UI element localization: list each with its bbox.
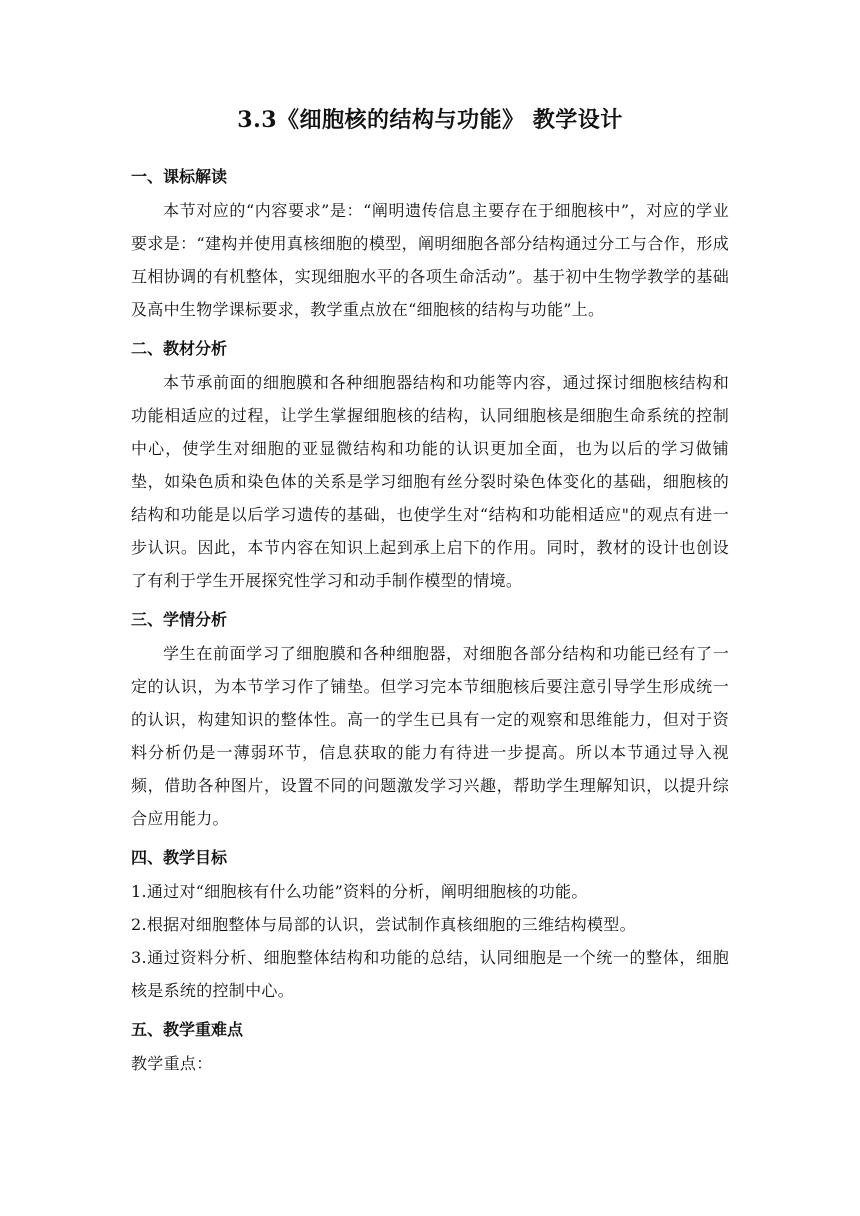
section-key-points <box>131 1013 729 1080</box>
section-paragraph: 学生在前面学习了细胞膜和各种细胞器，对细胞各部分结构和功能已经有了一定的认识，为本节学习作了铺垫。但学习完本节细胞核后要注意引导学生形成统一的认识，构建知识的整体性。高一的学生已具有一定的观察和思维能力，但对于资料分析仍是一薄弱环节，信息获取的能力有待进一步提高。所以本节通过导入视频，借助各种图片，设置不同的问题激发学习兴趣，帮助学生理解知识，以提升综合应用能力。 <box>131 644 729 828</box>
section-heading: 三、学情分析 <box>131 610 228 629</box>
section-student-analysis <box>131 603 729 835</box>
section-heading: 五、教学重难点 <box>131 1020 244 1039</box>
section-teaching-goals <box>131 841 729 1007</box>
goal-item: 1.通过对“细胞核有什么功能”资料的分析，阐明细胞核的功能。 <box>131 882 588 901</box>
section-heading: 一、课标解读 <box>131 167 228 186</box>
section-heading: 四、教学目标 <box>131 848 228 867</box>
goal-item: 2.根据对细胞整体与局部的认识，尝试制作真核细胞的三维结构模型。 <box>131 915 636 934</box>
section-subheading: 教学重点： <box>131 1054 213 1073</box>
document-title: 3.3《细胞核的结构与功能》 教学设计 <box>237 107 623 133</box>
section-paragraph: 本节承前面的细胞膜和各种细胞器结构和功能等内容，通过探讨细胞核结构和功能相适应的过程，让学生掌握细胞核的结构，认同细胞核是细胞生命系统的控制中心，使学生对细胞的亚显微结构和功能的认识更加全面，也为以后的学习做铺垫，如染色质和染色体的关系是学习细胞有丝分裂时染色体变化的基础，细胞核的结构和功能是以后学习遗传的基础，也使学生对“结构和功能相适应"的观点有进一步认识。因此，本节内容在知识上起到承上启下的作用。同时，教材的设计也创设了有利于学生开展探究性学习和动手制作模型的情境。 <box>131 373 729 590</box>
section-paragraph: 本节对应的“内容要求”是：“阐明遗传信息主要存在于细胞核中”，对应的学业要求是：“建构并使用真核细胞的模型，阐明细胞各部分结构通过分工与合作，形成互相协调的有机整体，实现细胞水平的各项生命活动”。基于初中生物学教学的基础及高中生物学课标要求，教学重点放在“细胞核的结构与功能”上。 <box>131 201 729 319</box>
document-page <box>131 100 729 1080</box>
section-heading: 二、教材分析 <box>131 339 228 358</box>
section-curriculum <box>131 160 729 326</box>
section-textbook-analysis <box>131 332 729 597</box>
goal-item: 3.通过资料分析、细胞整体结构和功能的总结，认同细胞是一个统一的整体，细胞核是系统的控制中心。 <box>131 948 729 1000</box>
